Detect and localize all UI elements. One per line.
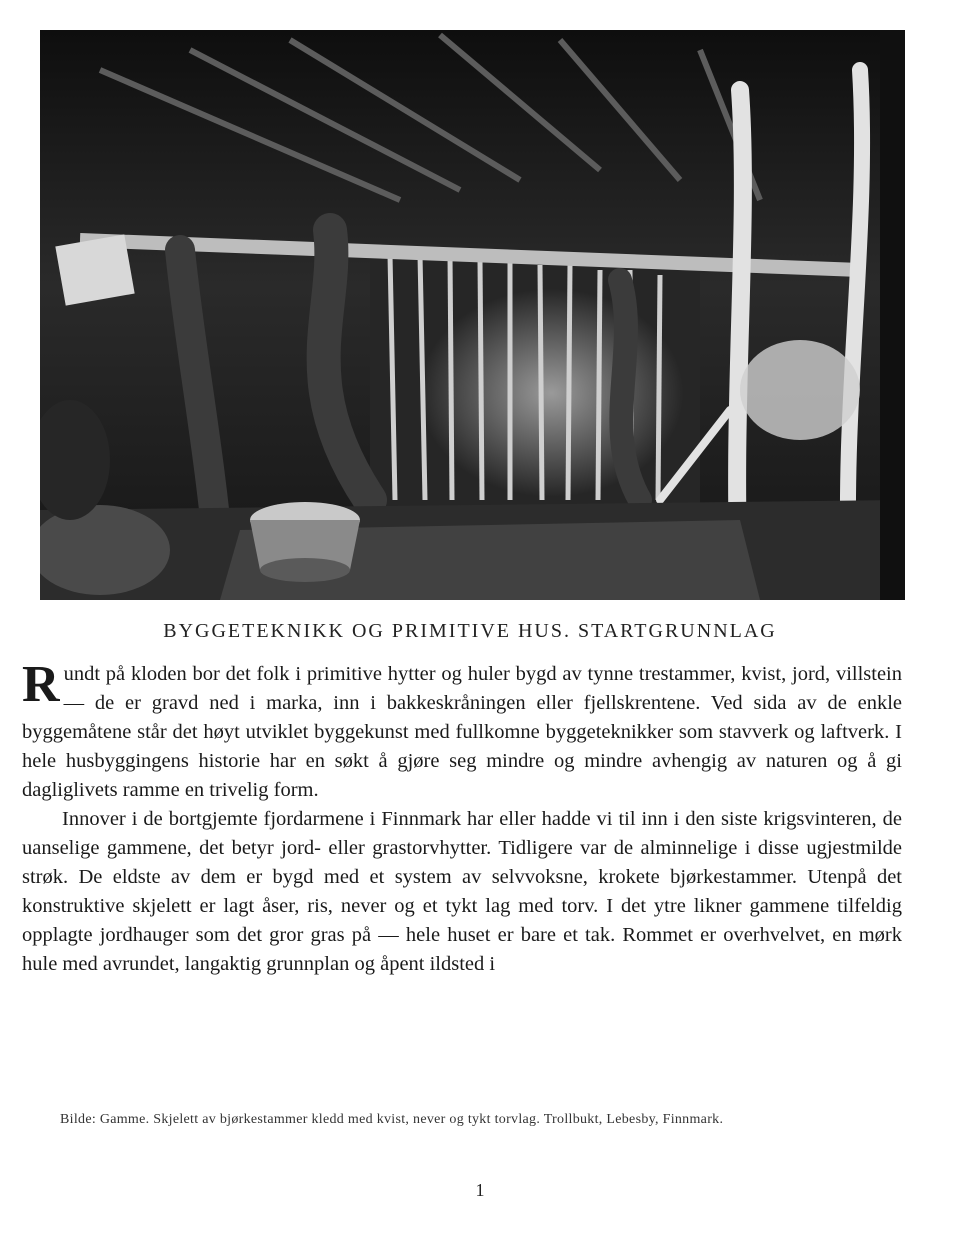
photo-caption: Bilde: Gamme. Skjelett av bjørkestammer kledd med kvist, never og tykt torvlag. Trollbukt, Lebesby, Finnmark.	[60, 1112, 724, 1127]
page-number: 1	[475, 1180, 485, 1200]
photo-illustration	[40, 30, 905, 600]
body-text	[22, 656, 902, 979]
paragraph-2: Innover i de bortgjemte fjordarmene i Finnmark har eller hadde vi til inn i den siste krigsvinteren, de uanselige gammene, det betyr jord- eller grastorvhytter. Tidligere var de alminnelige i disse ugjestmilde strøk. De eldste av dem er bygd med et system av selvvoksne, krokete bjørkestammer. Utenpå det konstruktive skjelett er lagt åser, ris, never og et tykt lag med torv. I det ytre likner gammene tilfeldig opplagte jordhauger som det gror gras på — hele huset er bare et tak. Rommet er overhvelvet, en mørk hule med avrundet, langaktig grunnplan og åpent ildsted i	[22, 808, 902, 975]
gamme-photograph	[40, 30, 905, 600]
paragraph-1	[22, 656, 902, 805]
chapter-heading: BYGGETEKNIKK OG PRIMITIVE HUS. STARTGRUNNLAG	[163, 620, 777, 642]
paragraph-1-text: undt på kloden bor det folk i primitive hytter og huler bygd av tynne trestammer, kvist, jord, villstein — de er gravd ned i marka, inn i bakkeskråningen eller fjellskrentene. Ved sida av de enkle byggemåtene står det høyt utviklet byggekunst med fullkomne byggeteknikker som stavverk og laftverk. I hele husbyggingens historie har en søkt å gjøre seg mindre og mindre avhengig av naturen og å gi dagliglivets ramme en trivelig form.	[22, 663, 902, 801]
drop-cap: R	[22, 656, 60, 713]
